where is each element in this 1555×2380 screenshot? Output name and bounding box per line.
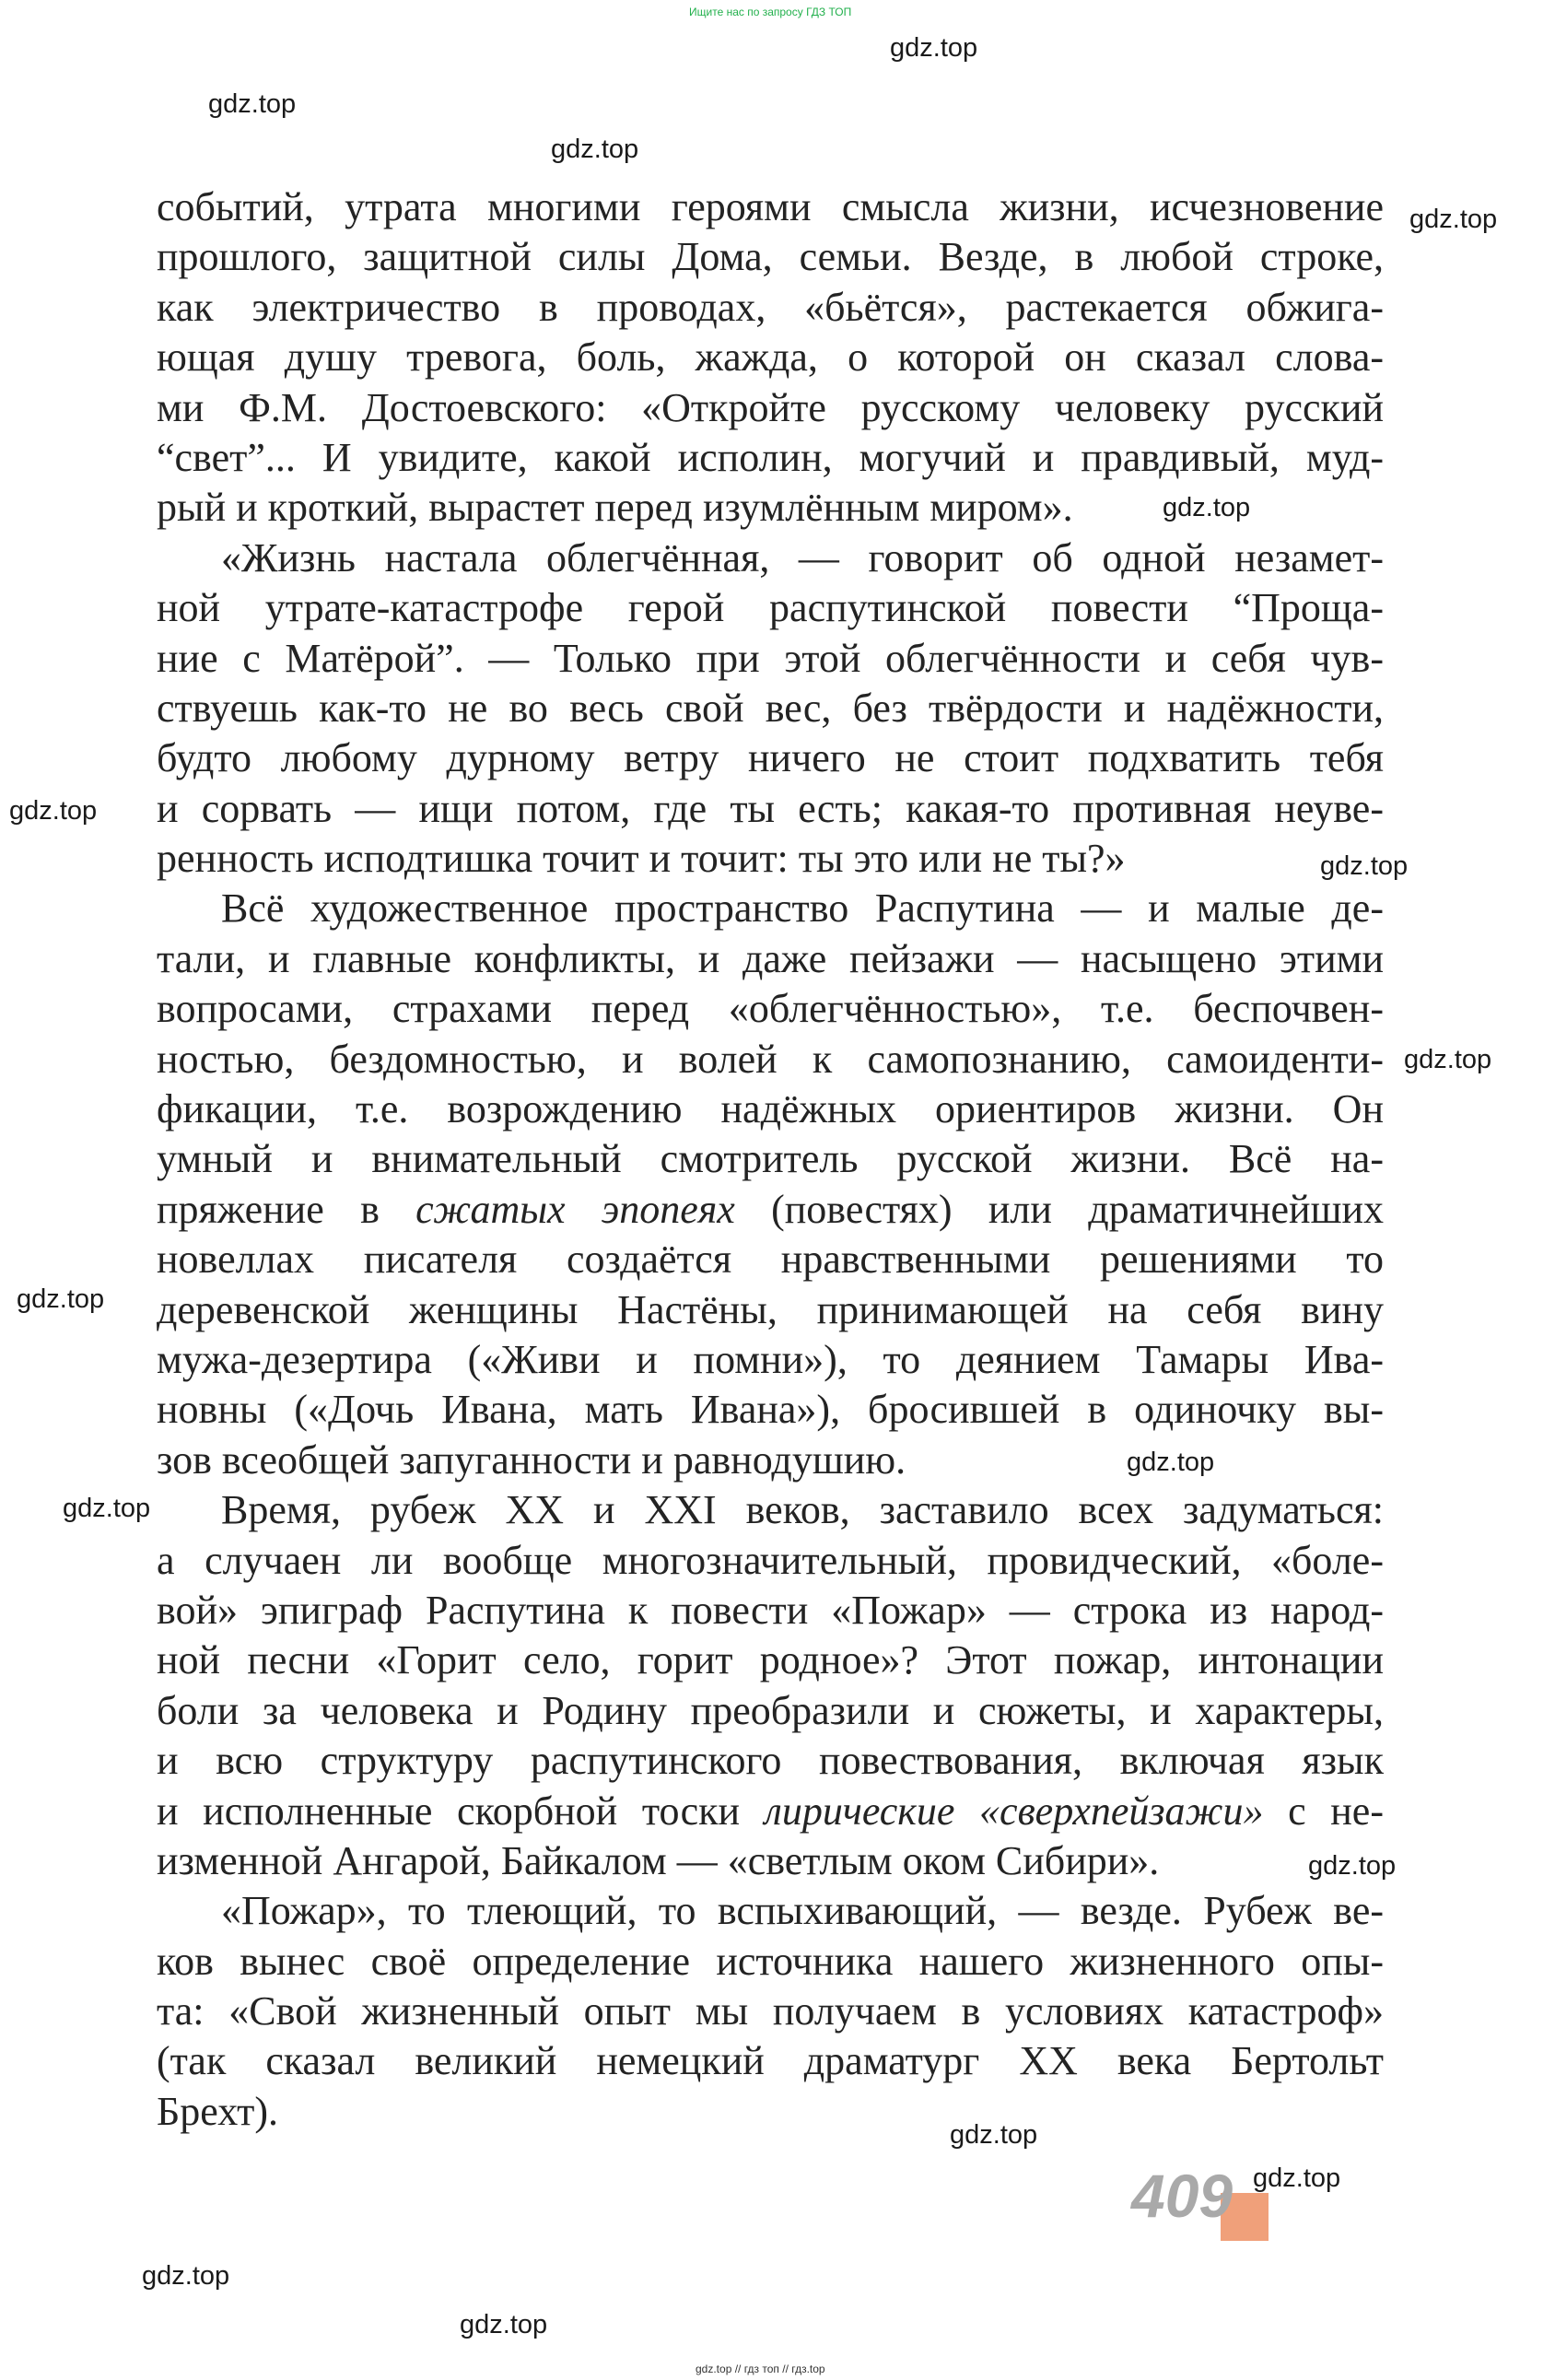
text-line: вопросами, страхами перед «облегчённостью», т.е. беспочвен- xyxy=(157,986,1384,1032)
text-line: событий, утрата многими героями смысла жизни, исчезновение xyxy=(157,184,1384,229)
watermark: gdz.top xyxy=(1163,493,1251,522)
text-line: ренность исподтишка точит и точит: ты это или не ты?» xyxy=(157,836,1126,882)
text-line: прошлого, защитной силы Дома, семьи. Везде, в любой строке, xyxy=(157,234,1384,280)
text-line: как электричество в проводах, «бьётся», растекается обжига- xyxy=(157,284,1384,330)
watermark: gdz.top xyxy=(1253,2163,1341,2193)
text-line: ков вынес своё определение источника нашего жизненного опы- xyxy=(157,1938,1384,1984)
page-number: 409 xyxy=(1131,2162,1233,2230)
text-line: тали, и главные конфликты, и даже пейзажи — насыщено этими xyxy=(157,935,1384,981)
text-line: та: «Свой жизненный опыт мы получаем в условиях катастроф» xyxy=(157,1988,1384,2034)
text-line: Всё художественное пространство Распутина — и малые де- xyxy=(221,885,1384,932)
text-line: ющая душу тревога, боль, жажда, о которой он сказал слова- xyxy=(157,334,1384,381)
top-note: Ищите нас по запросу ГДЗ ТОП xyxy=(689,6,852,18)
italic-term: сжатых эпопеях xyxy=(415,1186,735,1232)
text-line: ствуешь как-то не во весь свой вес, без твёрдости и надёжности, xyxy=(157,685,1384,731)
text-line: «Пожар», то тлеющий, то вспыхивающий, — везде. Рубеж ве- xyxy=(221,1888,1384,1934)
text-line: будто любому дурному ветру ничего не стоит подхватить тебя xyxy=(157,735,1384,781)
watermark: gdz.top xyxy=(1320,851,1409,881)
text-line: «Жизнь настала облегчённая, — говорит об одной незамет- xyxy=(221,534,1384,580)
text-line: новны («Дочь Ивана, мать Ивана»), бросившей в одиночку вы- xyxy=(157,1387,1384,1433)
watermark: gdz.top xyxy=(17,1284,105,1314)
watermark: gdz.top xyxy=(142,2261,230,2291)
text-fragment: с не- xyxy=(1263,1788,1384,1834)
text-line xyxy=(157,1185,1384,1235)
text-fragment: (повестях) или драматичнейших xyxy=(734,1186,1384,1232)
watermark: gdz.top xyxy=(551,135,639,164)
watermark: gdz.top xyxy=(460,2310,548,2339)
bottom-note: gdz.top // гдз топ // гдз.top xyxy=(696,2362,825,2375)
text-line: Брехт). xyxy=(157,2088,278,2134)
text-line: и всю структуру распутинского повествования, включая язык xyxy=(157,1738,1384,1784)
text-line: умный и внимательный смотритель русской жизни. Всё на- xyxy=(157,1136,1384,1182)
text-line: мужа-дезертира («Живи и помни»), то деянием Тамары Ива- xyxy=(157,1336,1384,1382)
text-line: фикации, т.е. возрождению надёжных ориентиров жизни. Он xyxy=(157,1086,1384,1132)
text-line: зов всеобщей запуганности и равнодушию. xyxy=(157,1436,906,1483)
watermark: gdz.top xyxy=(208,89,297,119)
text-line: ной утрате-катастрофе герой распутинской повести “Проща- xyxy=(157,585,1384,631)
text-line: ностью, бездомностью, и волей к самопознанию, самоиденти- xyxy=(157,1036,1384,1082)
text-line: Время, рубеж XX и XXI веков, заставило всех задуматься: xyxy=(221,1487,1384,1533)
watermark: gdz.top xyxy=(890,33,978,63)
text-line xyxy=(157,1787,1384,1836)
text-line: вой» эпиграф Распутина к повести «Пожар» — строка из народ- xyxy=(157,1587,1384,1633)
watermark: gdz.top xyxy=(63,1494,151,1523)
text-line: рый и кроткий, вырастет перед изумлённым миром». xyxy=(157,485,1073,531)
text-line: ние с Матёрой”. — Только при этой облегчённости и себя чув- xyxy=(157,635,1384,681)
text-line: и сорвать — ищи потом, где ты есть; какая-то противная неуве- xyxy=(157,785,1384,831)
watermark: gdz.top xyxy=(950,2120,1038,2150)
italic-term: лирические «сверхпейзажи» xyxy=(764,1788,1264,1834)
text-line: изменной Ангарой, Байкалом — «светлым оком Сибири». xyxy=(157,1837,1160,1883)
watermark: gdz.top xyxy=(9,796,98,826)
watermark: gdz.top xyxy=(1127,1448,1215,1477)
text-line: “свет”... И увидите, какой исполин, могучий и правдивый, муд- xyxy=(157,434,1384,480)
text-fragment: пряжение в xyxy=(157,1186,416,1232)
text-line: новеллах писателя создаётся нравственными решениями то xyxy=(157,1237,1384,1283)
text-line: ной песни «Горит село, горит родное»? Этот пожар, интонации xyxy=(157,1637,1384,1683)
text-line: боли за человека и Родину преобразили и сюжеты, и характеры, xyxy=(157,1687,1384,1733)
text-line: а случаен ли вообще многозначительный, провидческий, «боле- xyxy=(157,1537,1384,1583)
text-fragment: и исполненные скорбной тоски xyxy=(157,1788,765,1834)
watermark: gdz.top xyxy=(1409,205,1498,234)
watermark: gdz.top xyxy=(1308,1851,1397,1881)
watermark: gdz.top xyxy=(1404,1045,1492,1074)
text-line: деревенской женщины Настёны, принимающей на себя вину xyxy=(157,1286,1384,1332)
body-text xyxy=(157,182,1384,2137)
text-line: ми Ф.М. Достоевского: «Откройте русскому человеку русский xyxy=(157,384,1384,430)
text-line: (так сказал великий немецкий драматург XX века Бертольт xyxy=(157,2038,1384,2084)
